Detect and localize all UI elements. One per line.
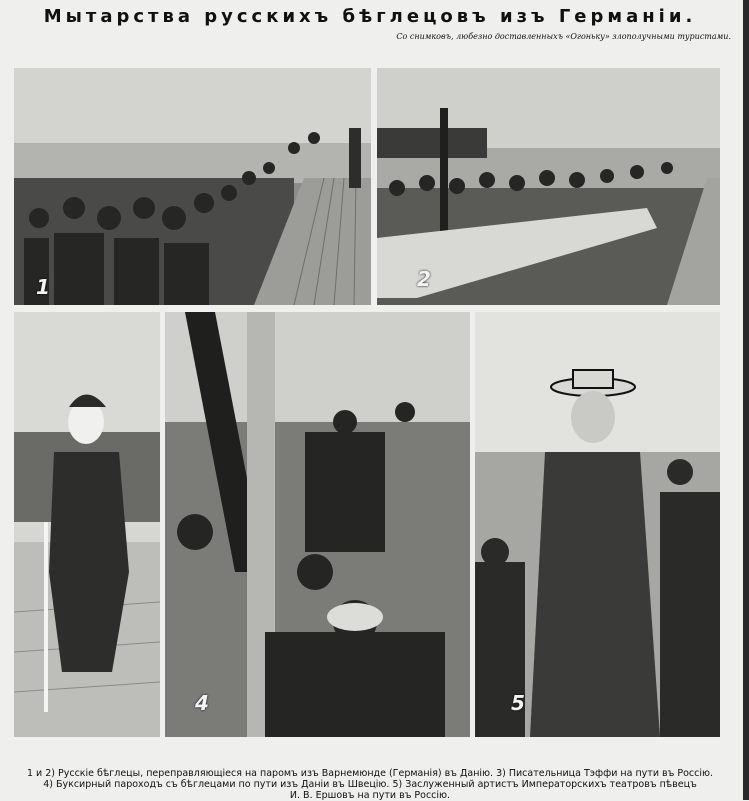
caption-line-3: И. В. Ершовъ на пути въ Россію.: [289, 790, 451, 801]
photo-number-4: 4: [195, 691, 209, 715]
photo-3: [14, 312, 160, 737]
page-title: Мытарства русскихъ бѣглецовъ изъ Германіи.: [43, 6, 697, 27]
tugboat-deck-photo: [165, 312, 470, 737]
photo-4: [165, 312, 470, 737]
photo-number-2: 2: [417, 267, 431, 291]
photo-1: [14, 68, 371, 305]
caption: [6, 768, 734, 801]
caption-line-1: 1 и 2) Русскіе бѣглецы, переправляющіеся на паромъ изъ Варнемюнде (Германія) въ Данію. 3) Писательница Тэффи на пути въ Россію.: [26, 768, 714, 779]
photo-number-5: 5: [511, 691, 525, 715]
man-in-coat-photo: [475, 312, 720, 737]
caption-line-2: 4) Буксирный пароходъ съ бѣглецами по пути изъ Даніи въ Швецію. 5) Заслуженный артистъ Императорскихъ театровъ пѣвецъ: [43, 779, 697, 790]
photo-5: [475, 312, 720, 737]
photo-number-1: 1: [36, 275, 50, 299]
ferry-crowd-pier-photo: [14, 68, 371, 305]
woman-portrait-photo: [14, 312, 160, 737]
photo-credit: Со снимковъ, любезно доставленныхъ «Огоньку» злополучными туристами.: [396, 32, 731, 41]
photo-2: [377, 68, 720, 305]
